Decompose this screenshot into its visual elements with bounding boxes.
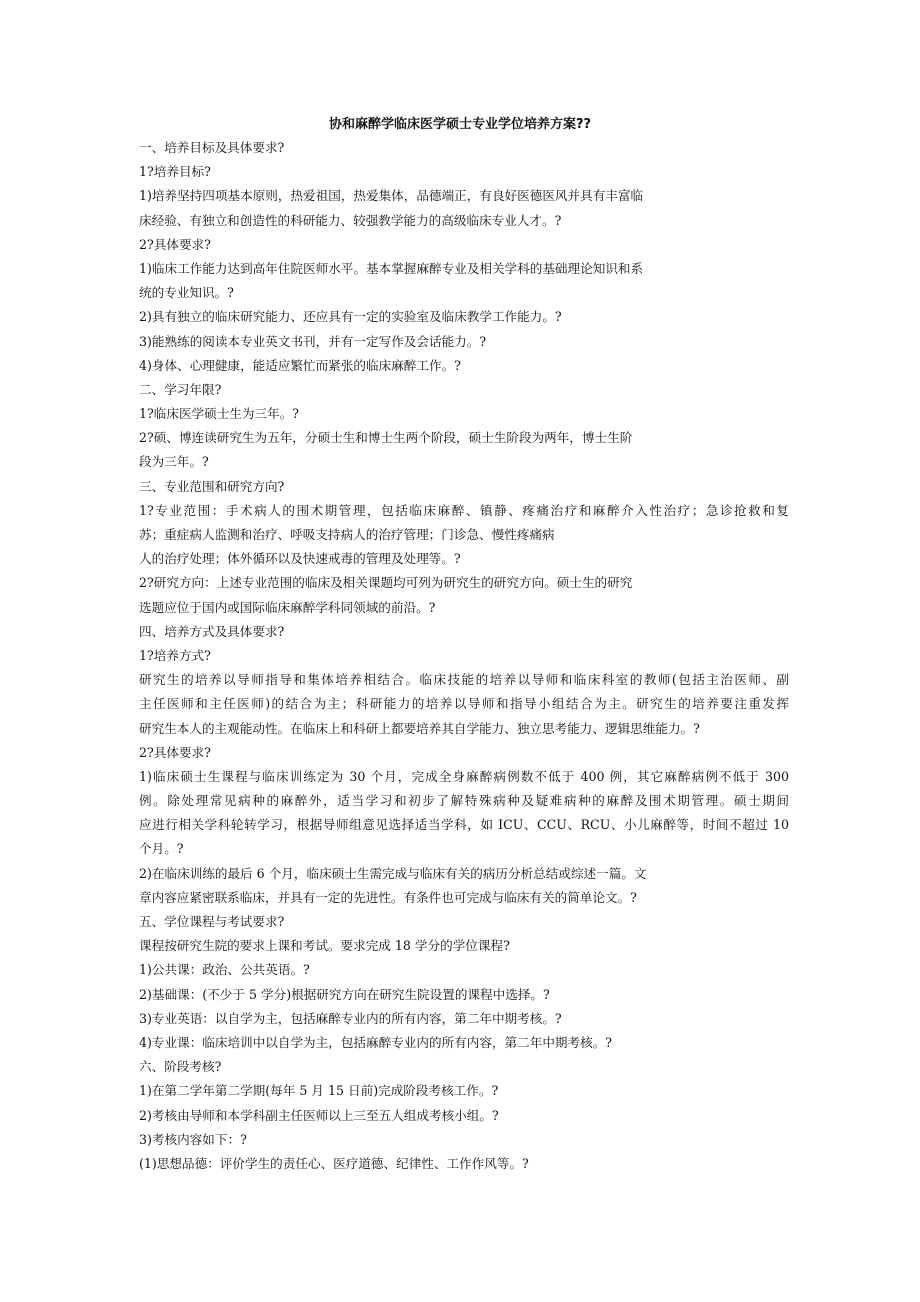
- text-line: 六、阶段考核?: [139, 1059, 222, 1075]
- text-line: 研究生的培养以导师指导和集体培养相结合。临床技能的培养以导师和临床科室的教师(包括主治医师、副: [139, 672, 789, 688]
- text-line: 2?硕、博连读研究生为五年，分硕士生和博士生两个阶段，硕士生阶段为两年，博士生阶: [139, 430, 633, 446]
- text-line: 1?临床医学硕士生为三年。?: [139, 406, 300, 422]
- text-line: 个月。?: [139, 841, 184, 857]
- text-line: 1)在第二学年第二学期(每年 5 月 15 日前)完成阶段考核工作。?: [139, 1083, 499, 1099]
- text-line: 4)身体、心理健康，能适应繁忙而紧张的临床麻醉工作。?: [139, 357, 461, 373]
- text-line: 统的专业知识。?: [139, 285, 234, 301]
- text-line: 段为三年。?: [139, 454, 209, 470]
- text-line: 三、专业范围和研究方向?: [139, 478, 285, 494]
- text-line: 研究生本人的主观能动性。在临床上和科研上都要培养其自学能力、独立思考能力、逻辑思维能力。?: [139, 720, 700, 736]
- text-line: 1?培养目标?: [139, 164, 211, 180]
- text-line: 2)具有独立的临床研究能力、还应具有一定的实验室及临床教学工作能力。?: [139, 309, 562, 325]
- text-line: 2)考核由导师和本学科副主任医师以上三至五人组成考核小组。?: [139, 1107, 499, 1123]
- text-line: 3)考核内容如下：?: [139, 1131, 247, 1147]
- text-line: (1)思想品德：评价学生的责任心、医疗道德、纪律性、工作作风等。?: [139, 1155, 529, 1171]
- text-line: 1?培养方式?: [139, 647, 211, 663]
- text-line: 章内容应紧密联系临床，并具有一定的先进性。有条件也可完成与临床有关的简单论文。?: [139, 889, 637, 905]
- text-line: 2)基础课：(不少于 5 学分)根据研究方向在研究生院设置的课程中选择。?: [139, 986, 550, 1002]
- text-line: 人的治疗处理；体外循环以及快速戒毒的管理及处理等。?: [139, 551, 461, 567]
- text-line: 课程按研究生院的要求上课和考试。要求完成 18 学分的学位课程?: [139, 938, 510, 954]
- text-line: 主任医师和主任医师)的结合为主；科研能力的培养以导师和指导小组结合为主。研究生的培养要注重发挥: [139, 696, 789, 712]
- text-line: 2?具体要求?: [139, 236, 211, 252]
- text-line: 3)专业英语：以自学为主，包括麻醉专业内的所有内容，第二年中期考核。?: [139, 1010, 562, 1026]
- text-line: 例。除处理常见病种的麻醉外，适当学习和初步了解特殊病种及疑难病种的麻醉及围术期管理。硕士期间: [139, 793, 789, 809]
- document-title: 协和麻醉学临床医学硕士专业学位培养方案??: [328, 117, 592, 132]
- text-line: 1)培养坚持四项基本原则，热爱祖国，热爱集体，品德端正，有良好医德医风并具有丰富临: [139, 188, 644, 204]
- text-line: 应进行相关学科轮转学习，根据导师组意见选择适当学科，如 ICU、CCU、RCU、小儿麻醉等，时间不超过 10: [139, 817, 789, 833]
- text-line: 床经验、有独立和创造性的科研能力、较强教学能力的高级临床专业人才。?: [139, 212, 562, 228]
- text-line: 四、培养方式及具体要求?: [139, 623, 285, 639]
- text-line: 二、学习年限?: [139, 381, 222, 397]
- text-line: 3)能熟练的阅读本专业英文书刊，并有一定写作及会话能力。?: [139, 333, 487, 349]
- text-line: 4)专业课：临床培训中以自学为主，包括麻醉专业内的所有内容，第二年中期考核。?: [139, 1034, 613, 1050]
- text-line: 1)临床工作能力达到高年住院医师水平。基本掌握麻醉专业及相关学科的基础理论知识和系: [139, 260, 644, 276]
- text-line: 1)临床硕士生课程与临床训练定为 30 个月，完成全身麻醉病例数不低于 400 例，其它麻醉病例不低于 300: [139, 768, 789, 784]
- document-body: [139, 136, 789, 1176]
- text-line: 一、培养目标及具体要求?: [139, 140, 285, 155]
- text-line: 选题应位于国内或国际临床麻醉学科同领域的前沿。?: [139, 599, 436, 615]
- text-line: 五、学位课程与考试要求?: [139, 914, 285, 929]
- text-line: 2?具体要求?: [139, 744, 211, 760]
- text-line: 2)在临床训练的最后 6 个月，临床硕士生需完成与临床有关的病历分析总结或综述一篇。文: [139, 865, 647, 881]
- text-line: 1?专业范围：手术病人的围术期管理，包括临床麻醉、镇静、疼痛治疗和麻醉介入性治疗；急诊抢救和复: [139, 502, 789, 518]
- text-line: 1)公共课：政治、公共英语。?: [139, 962, 310, 978]
- text-line: 苏；重症病人监测和治疗、呼吸支持病人的治疗管理；门诊急、慢性疼痛病: [139, 527, 555, 542]
- text-line: 2?研究方向：上述专业范围的临床及相关课题均可列为研究生的研究方向。硕士生的研究: [139, 575, 633, 591]
